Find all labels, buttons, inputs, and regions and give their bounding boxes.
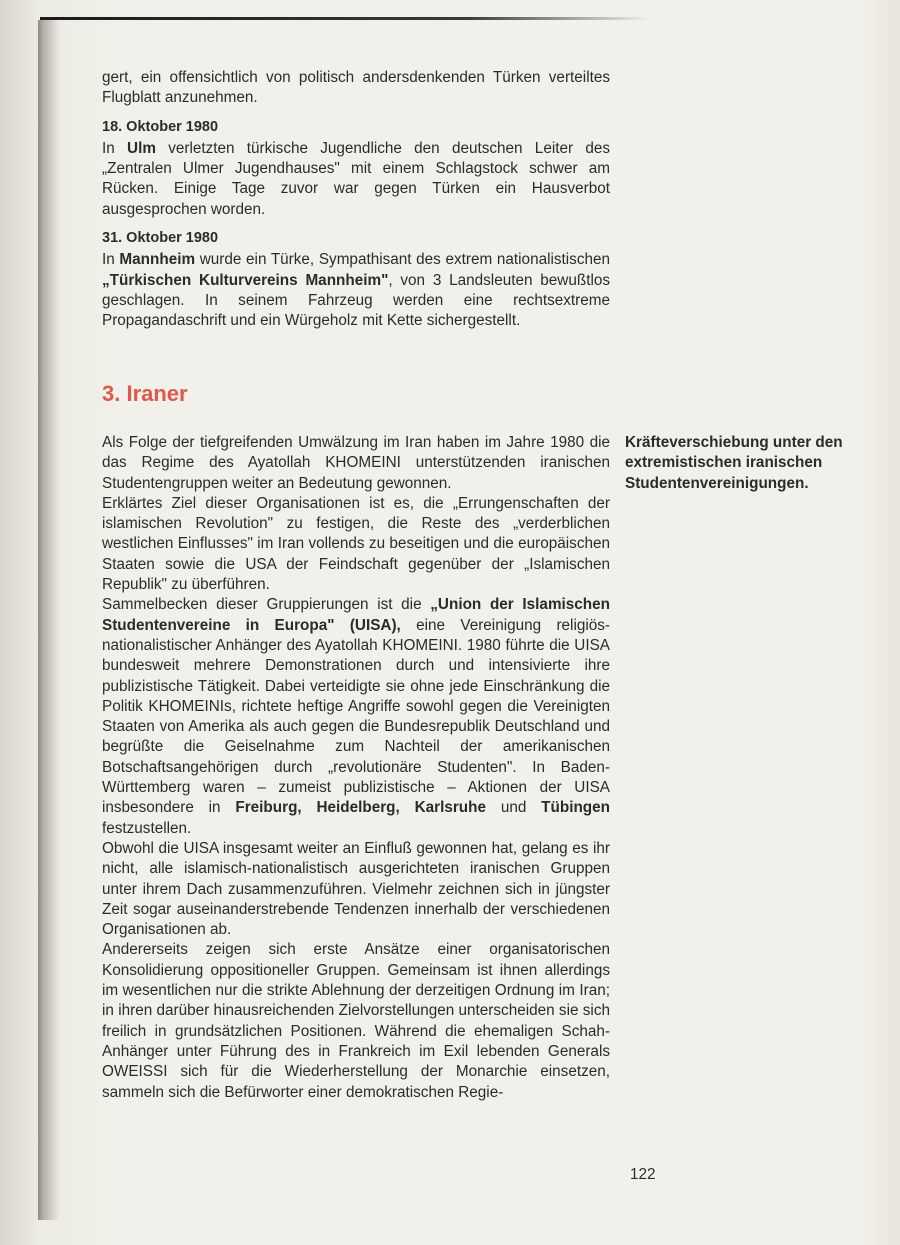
paragraph-text: und <box>486 799 542 817</box>
page-number: 122 <box>630 1166 656 1183</box>
paragraph-continuation: gert, ein offensichtlich von politisch andersdenkenden Türken verteiltes Flugblatt anzunehmen. <box>102 69 610 107</box>
entry-text-mannheim <box>102 250 610 331</box>
margin-note: Kräfteverschiebung unter den extremistischen iranischen Studentenvereinigungen. <box>625 434 843 492</box>
cities-list: Freiburg, Heidelberg, Karlsruhe <box>235 799 487 817</box>
org-tuerkischer-kulturverein: „Türkischen Kulturvereins Mannheim" <box>102 271 389 289</box>
city-tuebingen: Tübingen <box>541 799 610 817</box>
entry-date-31-oct: 31. Oktober 1980 <box>102 230 219 247</box>
section-paragraph-3 <box>102 595 610 839</box>
page-binding-shadow <box>38 20 60 1220</box>
top-text-block <box>102 68 610 332</box>
top-rule <box>40 17 650 20</box>
section-body <box>102 433 610 1103</box>
entry-text-body: , von 3 Landsleuten bewußtlos geschlagen. In seinem Fahrzeug werden eine rechtsextreme Propagandaschrift und ein Würgeholz mit Kette sichergestellt. <box>102 271 610 330</box>
entry-text-prefix: In <box>102 251 120 269</box>
entry-text-body: verletzten türkische Jugendliche den deutschen Leiter des „Zentralen Ulmer Jugendhauses" mit einem Schlagstock schwer am Rücken. Einige Tage zuvor war gegen Türken ein Hausverbot ausgesprochen worden. <box>102 139 610 218</box>
entry-text-ulm <box>102 139 610 220</box>
paragraph-text: Sammelbecken dieser Gruppierungen ist die <box>102 596 431 614</box>
section-heading: 3. Iraner <box>102 381 188 406</box>
entry-text-prefix: In <box>102 139 128 157</box>
section-paragraph-2: Erklärtes Ziel dieser Organisationen ist es, die „Errungenschaften der islamischen Revolution" zu festigen, die Reste des „verderblichen westlichen Einflusses" im Iran vollends zu beseitigen und die europäischen Staaten sowie die USA der Feindschaft gegenüber der „Islamischen Republik" zu überführen. <box>102 494 610 594</box>
entry-text-body: wurde ein Türke, Sympathisant des extrem nationalistischen <box>195 251 610 269</box>
section-paragraph-1: Als Folge der tiefgreifenden Umwälzung im Iran haben im Jahre 1980 die das Regime des Ayatollah KHOMEINI unterstützenden iranischen Studentengruppen weiter an Bedeutung gewonnen. <box>102 434 610 492</box>
paragraph-text: festzustellen. <box>102 819 192 837</box>
section-paragraph-5: Andererseits zeigen sich erste Ansätze einer organisatorischen Konsolidierung oppositioneller Gruppen. Gemeinsam ist ihnen allerdings im wesentlichen nur die strikte Ablehnung der derzeitigen Ordnung im Iran; in ihren darüber hinausreichenden Zielvorstellungen unterscheiden sie sich freilich in grundsätzlichen Positionen. Während die ehemaligen Schah-Anhänger unter Führung des in Frankreich im Exil lebenden Generals OWEISSI sich für die Wiederherstellung der Monarchie einsetzen, sammeln sich die Befürworter einer demokratischen Regie- <box>102 941 610 1101</box>
paragraph-text: eine Vereinigung religiös-nationalistischer Anhänger des Ayatollah KHOMEINI. 1980 führte die UISA bundesweit mehrere Demonstrationen durch und intensivierte ihre publizistische Tätigkeit. Dabei verteidigte sie ohne jede Einschränkung die Politik KHOMEINIs, richtete heftige Angriffe sowohl gegen die Vereinigten Staaten von Amerika als auch gegen die Bundesrepublik Deutschland und begrüßte die Geiselnahme zum Nachteil der amerikanischen Botschaftsangehörigen durch „revolutionäre Studenten". In Baden-Württemberg waren – zumeist publizistische – Aktionen der UISA insbesondere in <box>102 616 611 817</box>
place-ulm: Ulm <box>127 139 156 157</box>
section-paragraph-4: Obwohl die UISA insgesamt weiter an Einfluß gewonnen hat, gelang es ihr nicht, alle islamisch-nationalistisch ausgerichteten iranischen Gruppen unter ihrem Dach zusammenzuführen. Vielmehr zeichnen sich in jüngster Zeit sogar auseinanderstrebende Tendenzen innerhalb der verschiedenen Organisationen ab. <box>102 839 610 939</box>
org-uisa: „Union der Islamischen Studentenvereine in Europa" (UISA), <box>102 596 611 634</box>
place-mannheim: Mannheim <box>119 251 196 269</box>
entry-date-18-oct: 18. Oktober 1980 <box>102 118 219 135</box>
